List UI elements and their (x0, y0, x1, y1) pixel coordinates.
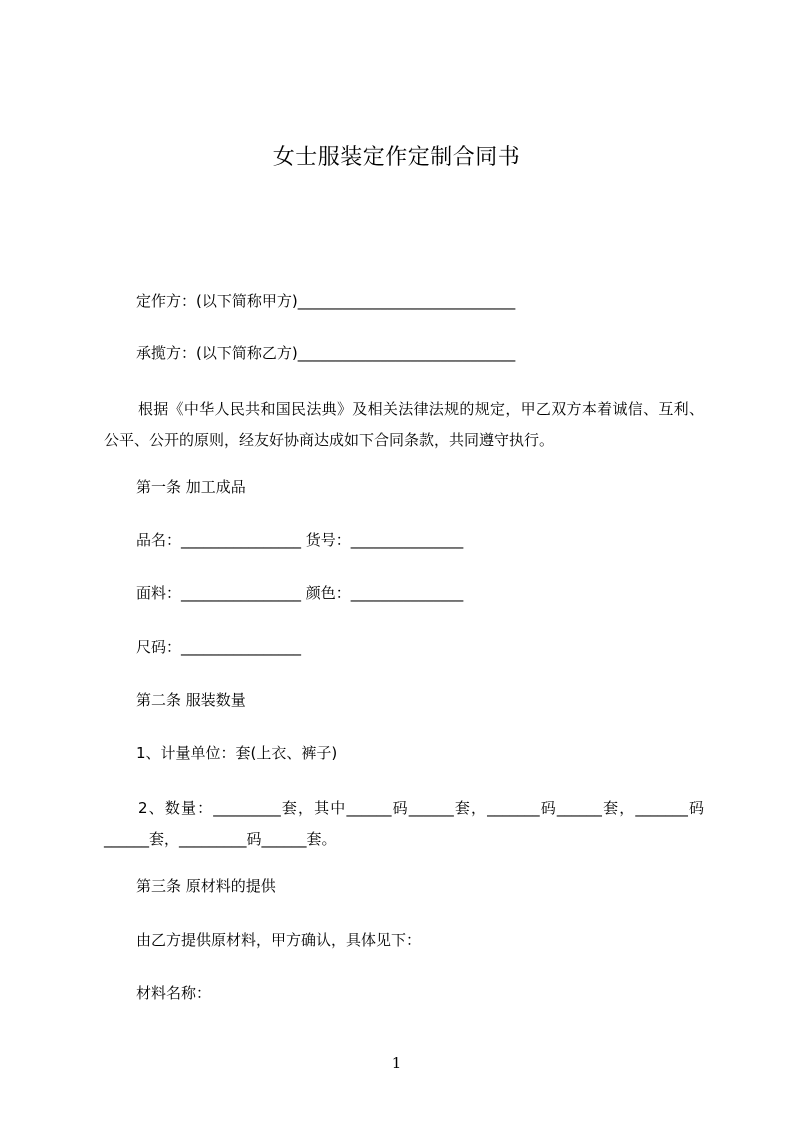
unit-line: 1、计量单位：套(上衣、裤子) (136, 744, 338, 762)
fabric-color-line: 面料：________________ 颜色：_______________ (136, 584, 464, 602)
party-a-line: 定作方：(以下简称甲方)_____________________________ (136, 292, 516, 310)
page-number: 1 (391, 1054, 402, 1072)
preamble-paragraph: 根据《中华人民共和国民法典》及相关法律法规的规定，甲乙双方本着诚信、互利、公平、公开的原则，经友好协商达成如下合同条款，共同遵守执行。 (104, 400, 704, 449)
quantity-paragraph: 2、数量：_________套，其中______码______套，_______码______套，_______码______套，_________码______套。 (104, 799, 704, 848)
product-name-line: 品名：________________ 货号：_______________ (136, 531, 464, 549)
material-name-label: 材料名称： (136, 984, 212, 1002)
party-b-line: 承揽方：(以下简称乙方)_____________________________ (136, 344, 516, 362)
document-title: 女士服装定作定制合同书 (272, 145, 521, 170)
article-3-heading: 第三条 原材料的提供 (136, 877, 276, 895)
size-line: 尺码：________________ (136, 638, 302, 656)
material-supply-line: 由乙方提供原材料，甲方确认，具体见下： (136, 931, 422, 949)
article-1-heading: 第一条 加工成品 (136, 478, 246, 496)
article-2-heading: 第二条 服装数量 (136, 691, 246, 709)
